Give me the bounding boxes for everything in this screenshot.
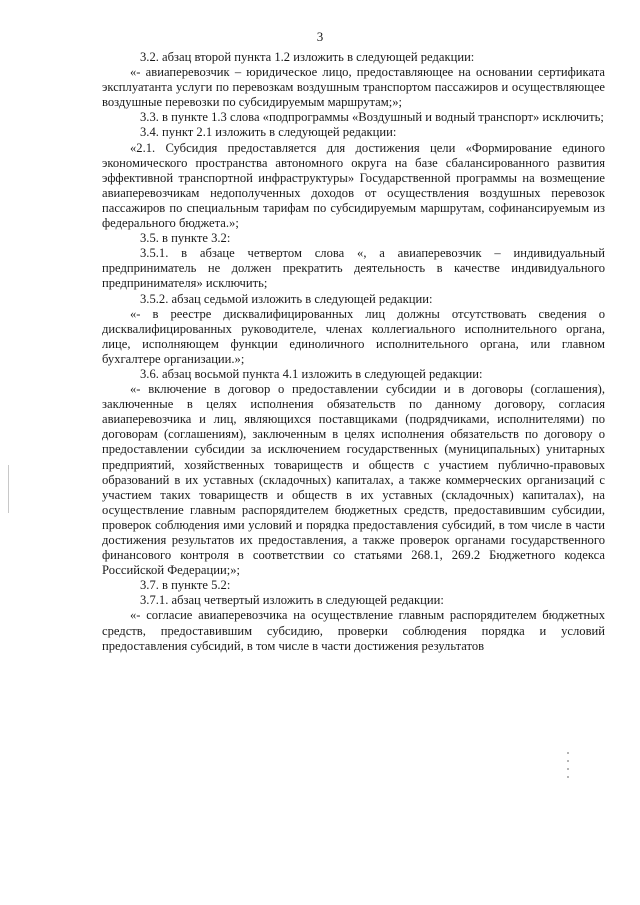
document-body bbox=[102, 50, 605, 654]
paragraph: 3.7.1. абзац четвертый изложить в следующей редакции: bbox=[140, 593, 444, 608]
page-number: 3 bbox=[316, 29, 324, 44]
paragraph: «- включение в договор о предоставлении субсидии и в договоры (соглашения), заключенные в целях исполнения обязательств по данному договору, согласия авиаперевозчика и лиц, являющихся поставщиками (подрядчиками, исполнителями) по договорам (соглашениям), заключенным в целях исполнения обязательств по договору о предоставлении субсидии за исключением государственных (муниципальных) унитарных предприятий, хозяйственных товариществ и обществ с участием публично-правовых образований в их уставных (складочных) капиталах, а также коммерческих организаций с участием таких товариществ и обществ в их уставных (складочных) капиталах), на осуществление главным распорядителем бюджетных средств, предоставившим субсидии, проверок соблюдения ими условий и порядка предоставления субсидий, в том числе в части достижения результатов их предоставления, а также проверок органами государственного финансового контроля в соответствии со статьями 268.1, 269.2 Бюджетного кодекса Российской Федерации;»; bbox=[102, 382, 605, 578]
paragraph: «- авиаперевозчик – юридическое лицо, предоставляющее на основании сертификата эксплуатанта услуги по перевозкам воздушным транспортом пассажиров и осуществляющее воздушные перевозки по субсидируемым маршрутам;»; bbox=[102, 65, 605, 110]
paragraph: 3.2. абзац второй пункта 1.2 изложить в следующей редакции: bbox=[140, 50, 475, 64]
paragraph: 3.7. в пункте 5.2: bbox=[140, 578, 231, 593]
paragraph: 3.5.2. абзац седьмой изложить в следующей редакции: bbox=[140, 291, 433, 306]
scan-artifact bbox=[566, 752, 570, 784]
paragraph: «- в реестре дисквалифицированных лиц должны отсутствовать сведения о дисквалифицированных руководителе, членах коллегиального исполнительного органа, лице, исполняющем функции единоличного исполнительного органа, или главном бухгалтере организации.»; bbox=[102, 306, 605, 366]
paragraph: 3.5. в пункте 3.2: bbox=[140, 231, 231, 246]
paragraph: 3.5.1. в абзаце четвертом слова «, а авиаперевозчик – индивидуальный предприниматель не должен прекратить деятельность в качестве индивидуального предпринимателя» исключить; bbox=[102, 246, 605, 291]
paragraph: «- согласие авиаперевозчика на осуществление главным распорядителем бюджетных средств, предоставившим субсидию, проверки соблюдения порядка и условий предоставления субсидий, в том числе в части достижения результатов bbox=[102, 608, 605, 653]
paragraph: «2.1. Субсидия предоставляется для достижения цели «Формирование единого экономического пространства автономного округа на базе сбалансированного развития эффективной транспортной инфраструктуры» Государственной программы на возмещение авиаперевозчикам недополученных доходов от осуществления воздушных перевозок пассажиров по специальным тарифам по субсидируемым маршрутам, софинансируемым из федерального бюджета.»; bbox=[102, 140, 605, 231]
margin-mark bbox=[8, 465, 9, 513]
paragraph: 3.3. в пункте 1.3 слова «подпрограммы «Воздушный и водный транспорт» исключить; bbox=[140, 110, 604, 125]
paragraph: 3.4. пункт 2.1 изложить в следующей редакции: bbox=[140, 125, 397, 140]
paragraph: 3.6. абзац восьмой пункта 4.1 изложить в следующей редакции: bbox=[140, 366, 483, 381]
